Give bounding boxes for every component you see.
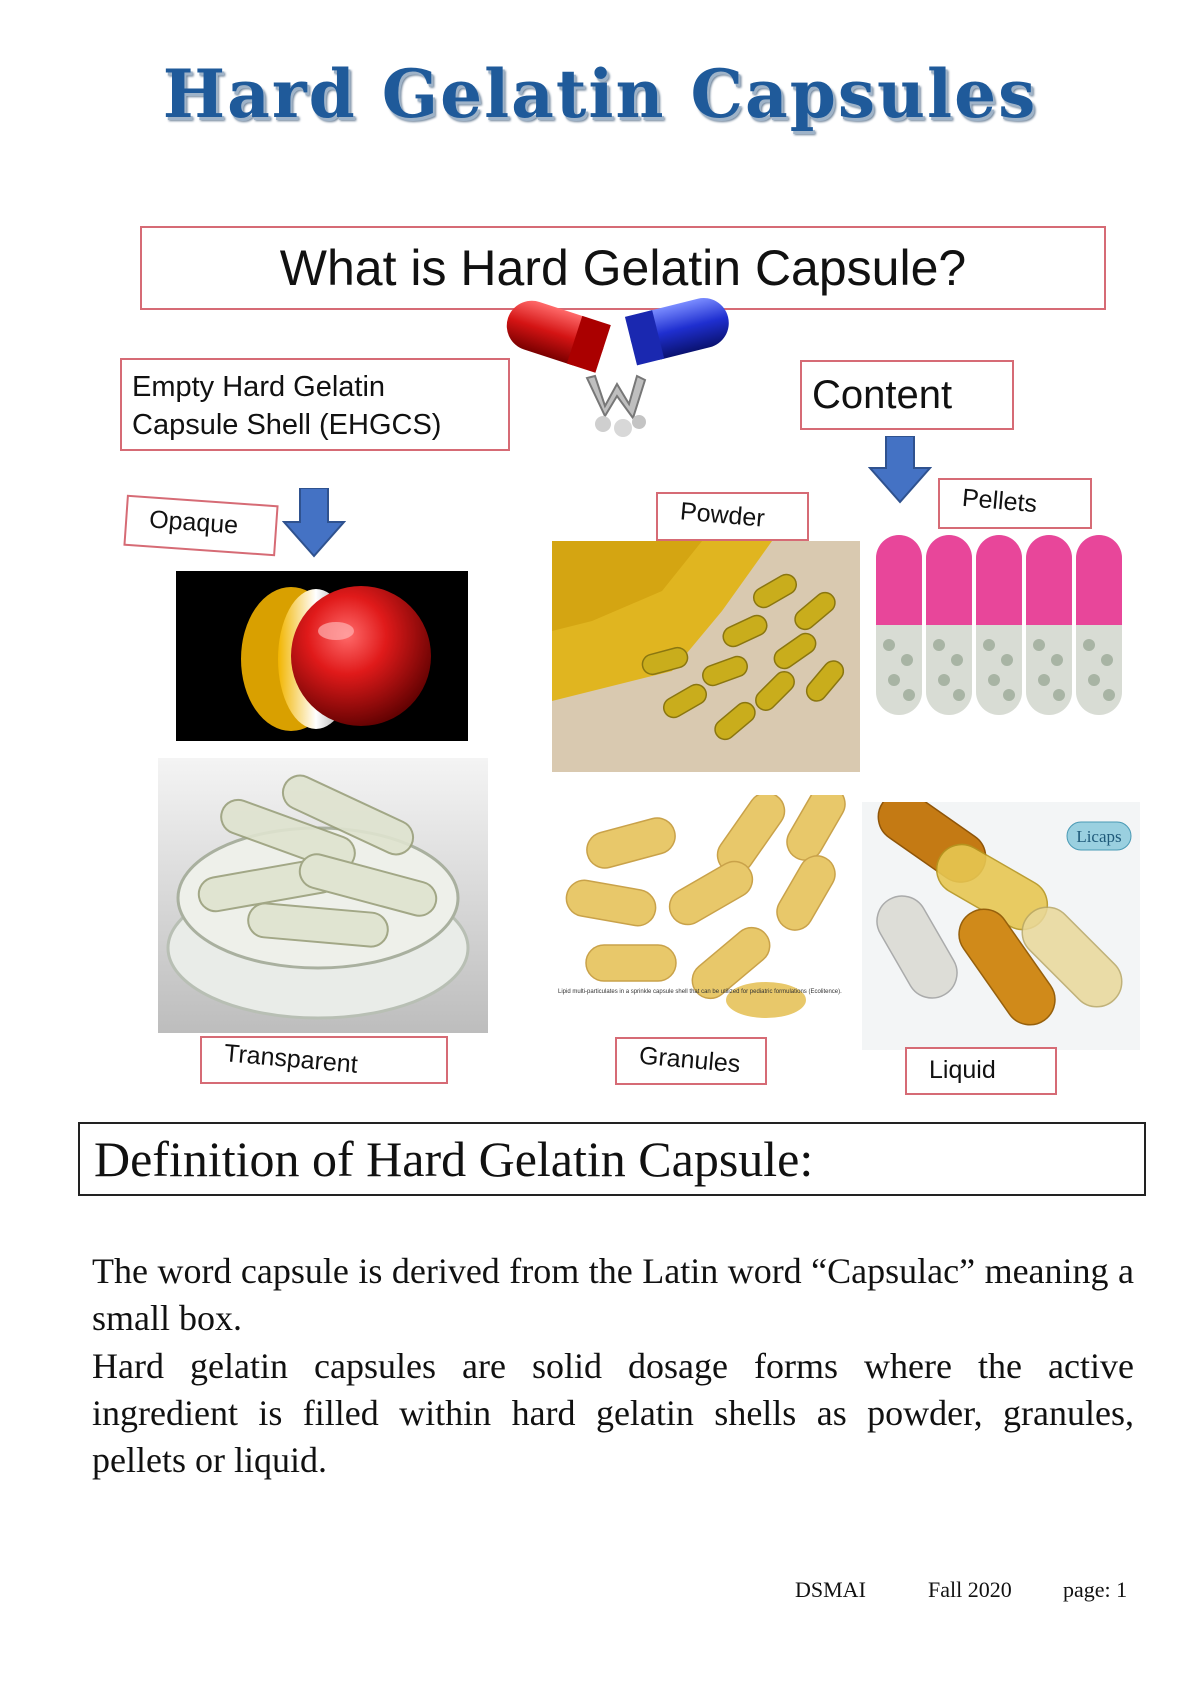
pellets-text: Pellets [960, 483, 1039, 519]
footer-term: Fall 2020 [928, 1577, 1012, 1602]
definition-paragraph-2: Hard gelatin capsules are solid dosage forms where the active ingredient is filled within hard gelatin shells as powder, granules, pellets or liquid. [92, 1346, 1134, 1480]
shell-label-line2: Capsule Shell (EHGCS) [132, 409, 442, 441]
granules-capsules-photo [556, 795, 861, 1035]
transparent-text: Transparent [223, 1039, 359, 1079]
infographic-question: What is Hard Gelatin Capsule? [140, 226, 1106, 310]
liquid-text: Liquid [929, 1056, 996, 1084]
opaque-label [123, 495, 278, 556]
transparent-label [200, 1036, 448, 1084]
powder-label [656, 492, 809, 541]
page-title: Hard Gelatin Capsules [162, 55, 1038, 133]
granules-label [615, 1037, 767, 1085]
transparent-capsules-photo [158, 758, 488, 1033]
powder-capsules-photo [552, 541, 860, 772]
licaps-brand: Licaps [1076, 827, 1122, 846]
shell-label [120, 358, 510, 451]
definition-heading: Definition of Hard Gelatin Capsule: [78, 1122, 1146, 1196]
footer-page-number: page: 1 [1063, 1577, 1128, 1602]
pellets-label [938, 478, 1092, 529]
liquid-capsules-photo [862, 802, 1140, 1050]
opaque-text: Opaque [148, 505, 240, 540]
opaque-capsule-photo [176, 571, 468, 741]
definition-paragraph-1: The word capsule is derived from the Latin word “Capsulac” meaning a small box. [92, 1251, 1134, 1338]
granules-caption: Lipid multi-particulates in a sprinkle capsule shell that can be utilized for pediatric formulations (Ecolitence). [558, 989, 842, 995]
split-capsule-illustration [505, 296, 735, 446]
down-arrow-icon [282, 488, 346, 558]
content-label: Content [800, 360, 1014, 430]
powder-text: Powder [678, 497, 766, 533]
down-arrow-icon [868, 436, 932, 504]
granules-text: Granules [637, 1041, 742, 1079]
shell-label-line1: Empty Hard Gelatin [132, 371, 386, 403]
footer-code: DSMAI [795, 1577, 866, 1602]
pellets-capsules-photo [874, 530, 1128, 725]
liquid-label [905, 1047, 1057, 1095]
